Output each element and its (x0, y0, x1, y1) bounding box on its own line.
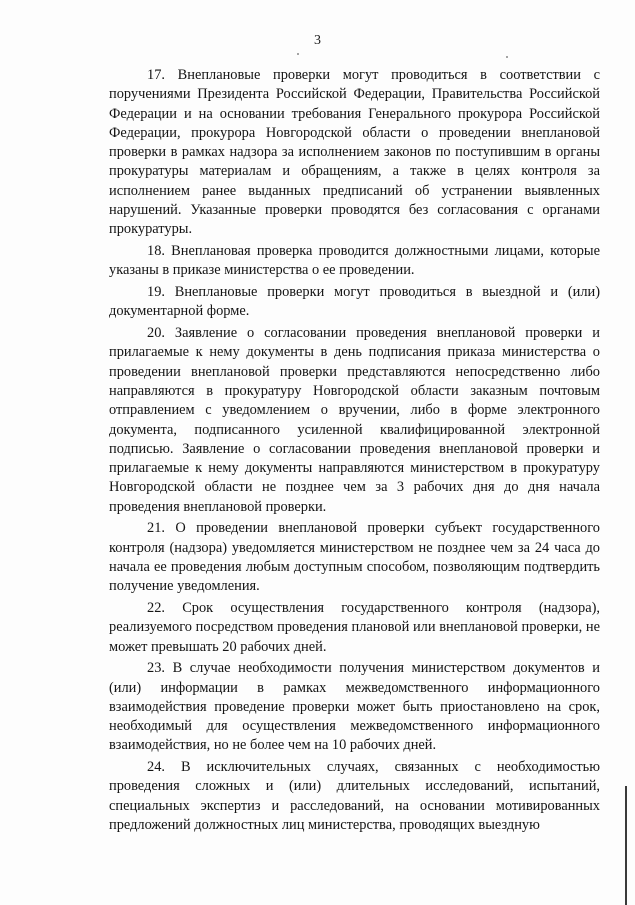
scan-speck (297, 53, 299, 55)
paragraph-22: 22. Срок осуществления государственного контроля (надзора), реализуемого посредством проведения плановой или внеплановой проверки, не может превышать 20 рабочих дней. (109, 599, 600, 655)
paragraph-18: 18. Внеплановая проверка проводится должностными лицами, которые указаны в приказе министерства о ее проведении. (109, 243, 600, 279)
paragraph-21: 21. О проведении внеплановой проверки субъект государственного контроля (надзора) уведомляется министерством не позднее чем за 24 часа до начала ее проведения любым доступным способом, позволяющим подтвердить получение уведомления. (109, 520, 600, 595)
page-number: 3 (314, 33, 321, 48)
paragraph-20: 20. Заявление о согласовании проведения внеплановой проверки и прилагаемые к нему документы в день подписания приказа министерства о проведении внеплановой проверки представляются непосредственно либо направляются в прокуратуру Новгородской области заказным почтовым отправлением с уведомлением о вручении, либо в форме электронного документа, подписанного усиленной квалифицированной электронной подписью. Заявление о согласовании проведения внеплановой проверки и прилагаемые к нему документы направляются министерством в прокуратуру Новгородской области не позднее чем за 3 рабочих дня до дня начала проведения внеплановой проверки. (109, 325, 600, 515)
paragraph-17: 17. Внеплановые проверки могут проводиться в соответствии с поручениями Президента Российской Федерации, Правительства Российской Федерации и на основании требования Генерального прокурора Российской Федерации, прокурора Новгородской области о проведении внеплановой проверки в рамках надзора за исполнением законов по поступившим в органы прокуратуры материалам и обращениям, а также в целях контроля за исполнением ранее выданных предписаний об устранении выявленных нарушений. Указанные проверки проводятся без согласования с органами прокуратуры. (109, 67, 600, 238)
paragraph-24: 24. В исключительных случаях, связанных с необходимостью проведения сложных и (или) длительных исследований, испытаний, специальных экспертиз и расследований, на основании мотивированных предложений должностных лиц министерства, проводящих выездную (109, 759, 600, 834)
scan-speck (506, 56, 508, 58)
paragraph-19: 19. Внеплановые проверки могут проводиться в выездной и (или) документарной форме. (109, 284, 600, 320)
scan-edge-line (625, 786, 627, 905)
paragraph-23: 23. В случае необходимости получения министерством документов и (или) информации в рамках межведомственного информационного взаимодействия проведение проверки может быть приостановлено на срок, необходимый для осуществления межведомственного информационного взаимодействия, но не более чем на 10 рабочих дней. (109, 660, 600, 754)
document-body (109, 66, 600, 838)
